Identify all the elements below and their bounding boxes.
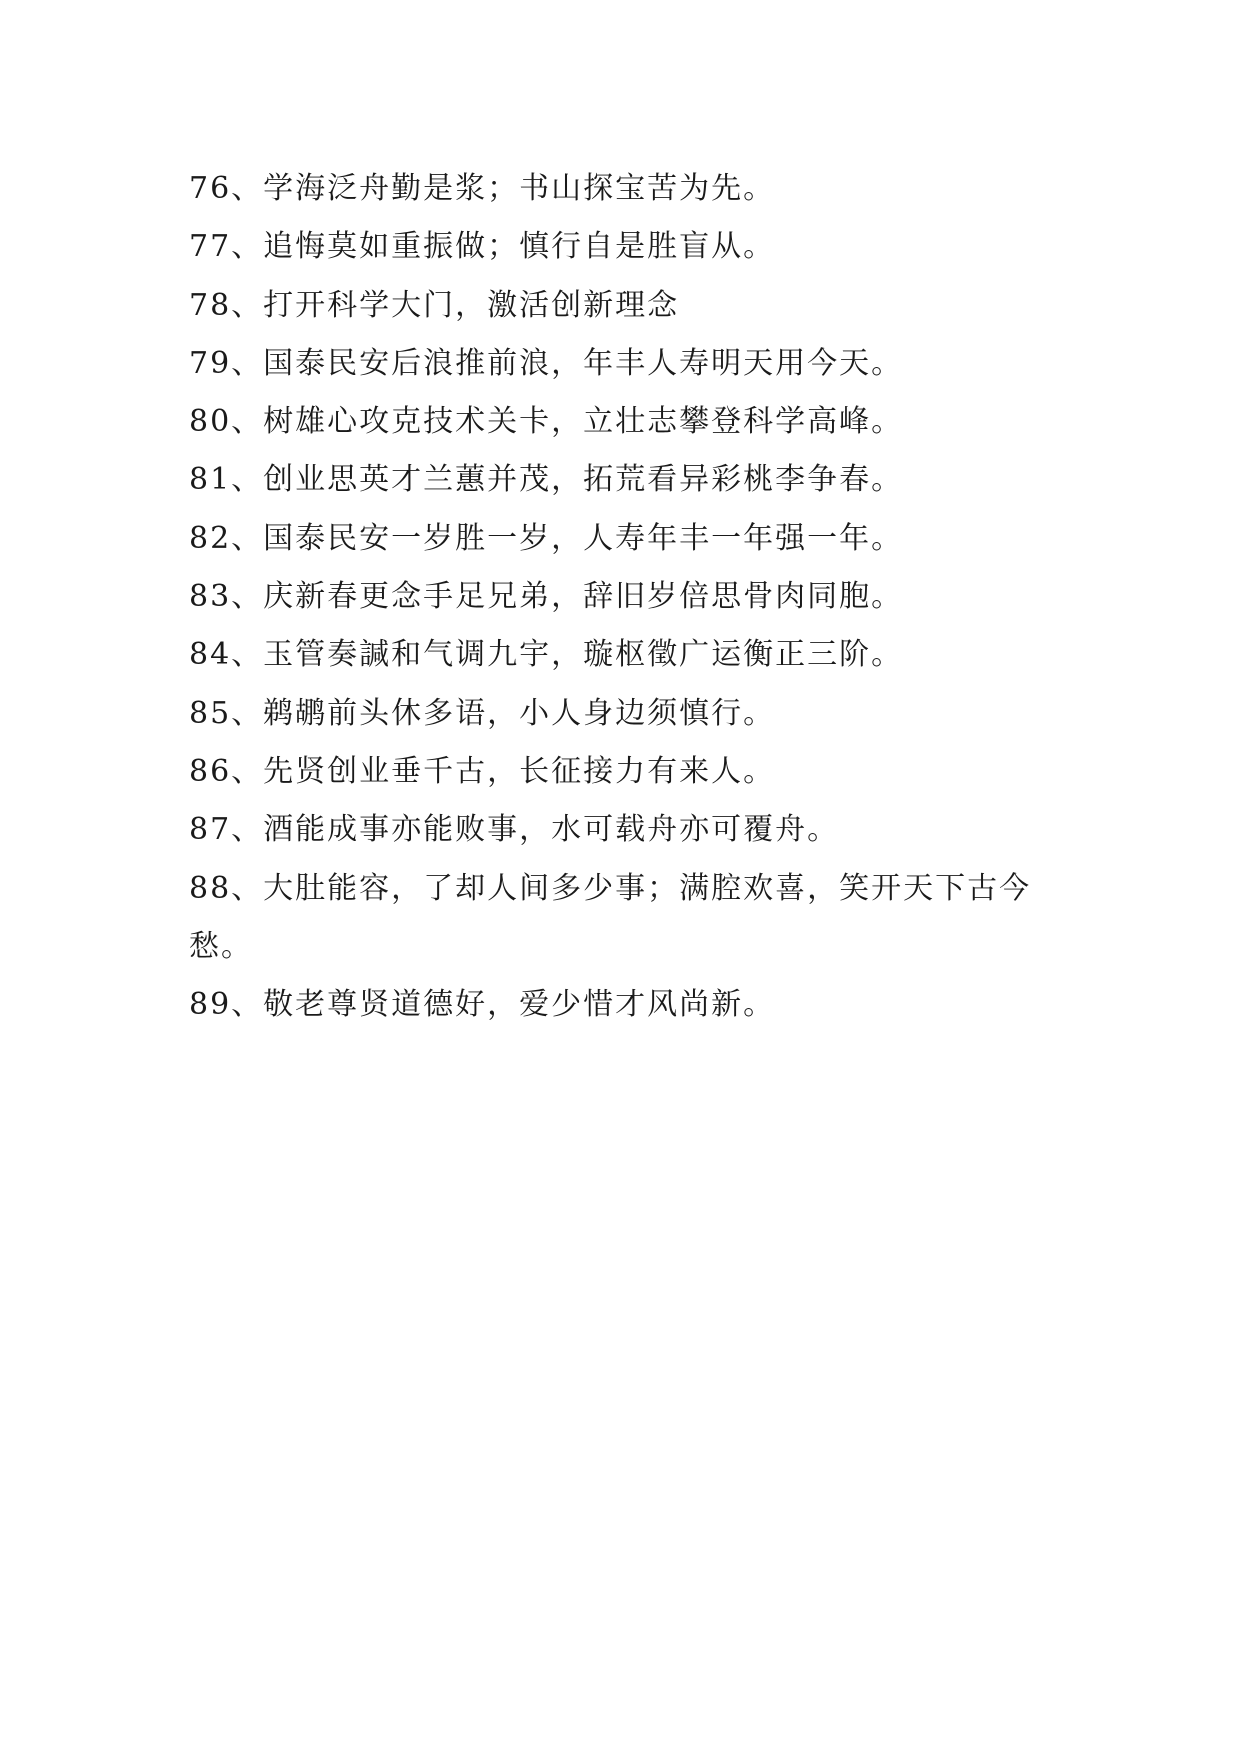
list-item: 83、庆新春更念手足兄弟，辞旧岁倍思骨肉同胞。 (189, 579, 904, 615)
couplet-list (189, 160, 1069, 1034)
list-item: 84、玉管奏諴和气调九宇，璇枢徵广运衡正三阶。 (189, 637, 904, 673)
list-item: 79、国泰民安后浪推前浪，年丰人寿明天用今天。 (189, 345, 904, 381)
list-item: 76、学海泛舟勤是浆；书山探宝苦为先。 (189, 171, 776, 206)
list-item: 85、鹈鹕前头休多语，小人身边须慎行。 (189, 695, 776, 731)
list-item: 81、创业思英才兰蕙并茂，拓荒看异彩桃李争春。 (189, 462, 904, 498)
list-item: 78、打开科学大门，激活创新理念 (189, 287, 680, 323)
list-item: 88、大肚能容，了却人间多少事；满腔欢喜，笑开天下古今愁。 (189, 870, 1032, 964)
list-item: 86、先贤创业垂千古，长征接力有来人。 (189, 753, 776, 789)
list-item: 87、酒能成事亦能败事，水可载舟亦可覆舟。 (189, 812, 840, 848)
list-item: 82、国泰民安一岁胜一岁，人寿年丰一年强一年。 (189, 520, 904, 556)
list-item: 80、树雄心攻克技术关卡，立壮志攀登科学高峰。 (189, 404, 904, 440)
list-item: 77、追悔莫如重振做；慎行自是胜盲从。 (189, 229, 776, 265)
list-item: 89、敬老尊贤道德好，爱少惜才风尚新。 (189, 987, 776, 1023)
